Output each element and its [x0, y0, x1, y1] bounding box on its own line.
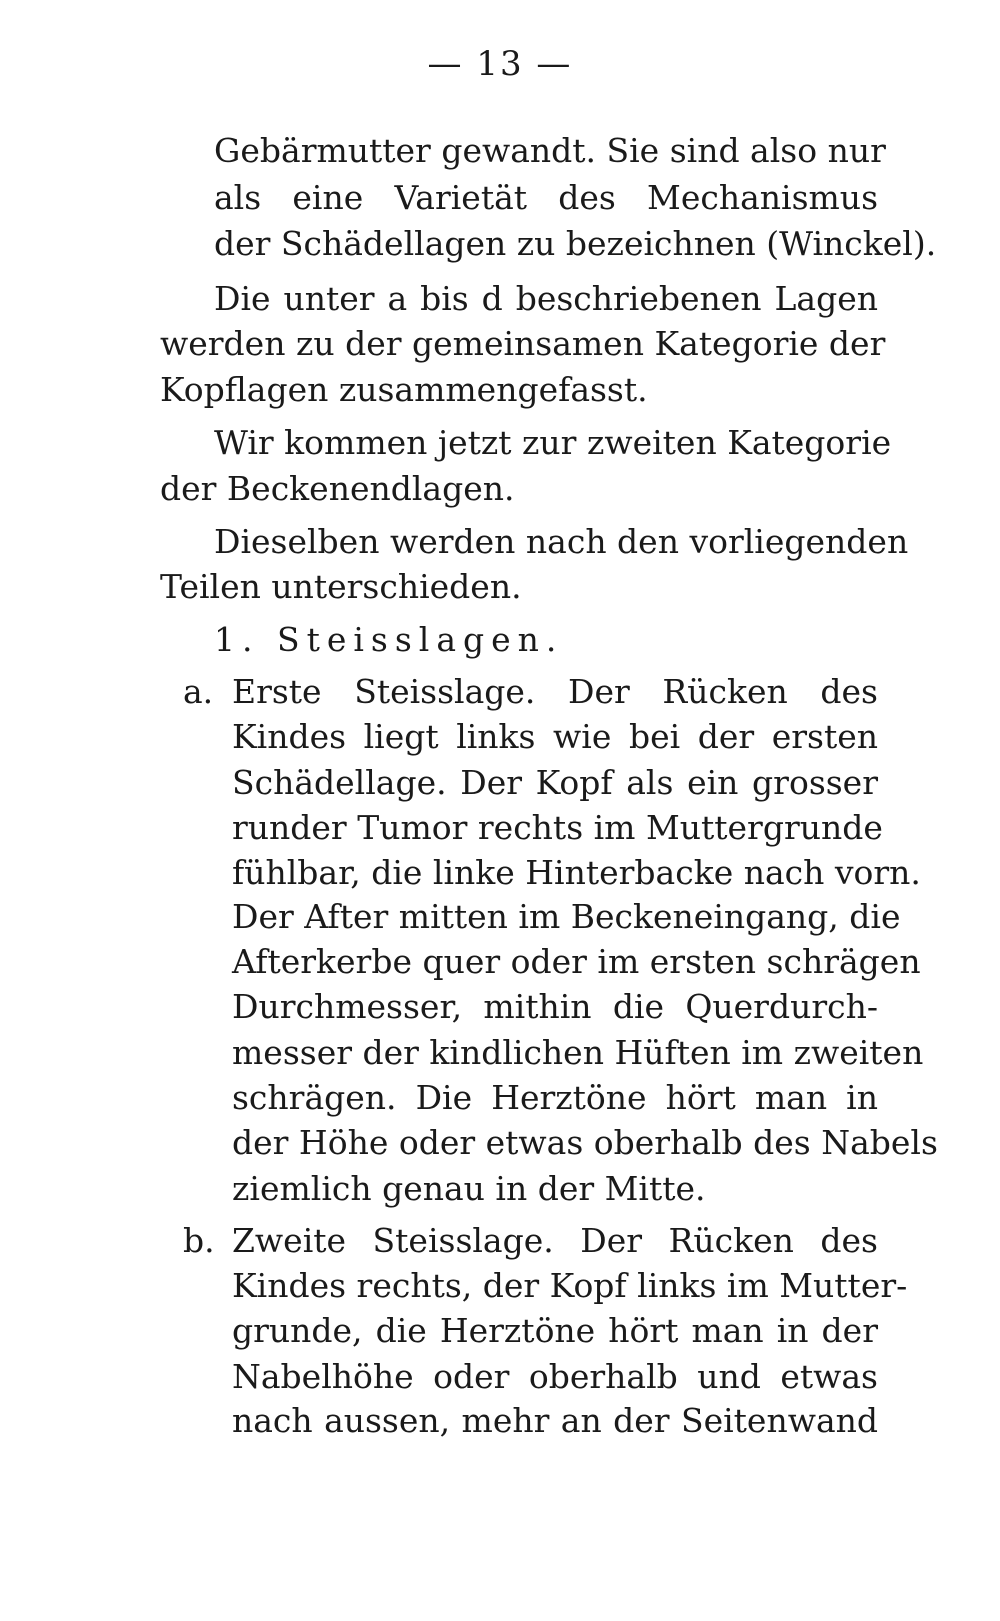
text-line: messer der kindlichen Hüften im zweiten	[232, 1033, 924, 1072]
text-line: Durchmesser, mithin die Querdurch-	[232, 987, 878, 1026]
text-line: Dieselben werden nach den vorliegenden	[214, 522, 909, 561]
text-line: der Höhe oder etwas oberhalb des Nabels	[232, 1123, 938, 1162]
text-line: schrägen. Die Herztöne hört man in	[232, 1078, 878, 1117]
text-line: ziemlich genau in der Mitte.	[232, 1169, 706, 1208]
text-line: Erste Steisslage. Der Rücken des	[232, 672, 878, 711]
text-line: Afterkerbe quer oder im ersten schrägen	[232, 942, 921, 981]
text-line: runder Tumor rechts im Muttergrunde	[232, 808, 883, 847]
section-heading: 1. Steisslagen.	[214, 620, 564, 659]
text-line: Kindes liegt links wie bei der ersten	[232, 717, 878, 756]
item-label-b: b.	[183, 1221, 215, 1260]
text-line: Kindes rechts, der Kopf links im Mutter-	[232, 1266, 908, 1305]
text-line: Zweite Steisslage. Der Rücken des	[232, 1221, 878, 1260]
text-line: werden zu der gemeinsamen Kategorie der	[160, 324, 886, 363]
text-line: Wir kommen jetzt zur zweiten Kategorie	[214, 423, 892, 462]
text-line: Gebärmutter gewandt. Sie sind also nur	[214, 131, 886, 170]
text-line: Der After mitten im Beckeneingang, die	[232, 897, 901, 936]
text-line: Die unter a bis d beschriebenen Lagen	[214, 279, 878, 318]
text-line: der Schädellagen zu bezeichnen (Winckel).	[214, 224, 937, 263]
text-line: als eine Varietät des Mechanismus	[214, 178, 878, 217]
text-line: Nabelhöhe oder oberhalb und etwas	[232, 1357, 878, 1396]
text-line: grunde, die Herztöne hört man in der	[232, 1311, 878, 1350]
page-number: — 13 —	[427, 44, 573, 84]
text-line: nach aussen, mehr an der Seitenwand	[232, 1401, 878, 1440]
text-line: der Beckenendlagen.	[160, 469, 515, 508]
text-line: Kopflagen zusammengefasst.	[160, 370, 648, 409]
item-label-a: a.	[183, 672, 214, 711]
text-line: Teilen unterschieden.	[160, 567, 522, 606]
text-line: fühlbar, die linke Hinterbacke nach vorn.	[232, 853, 921, 892]
text-line: Schädellage. Der Kopf als ein grosser	[232, 763, 878, 802]
